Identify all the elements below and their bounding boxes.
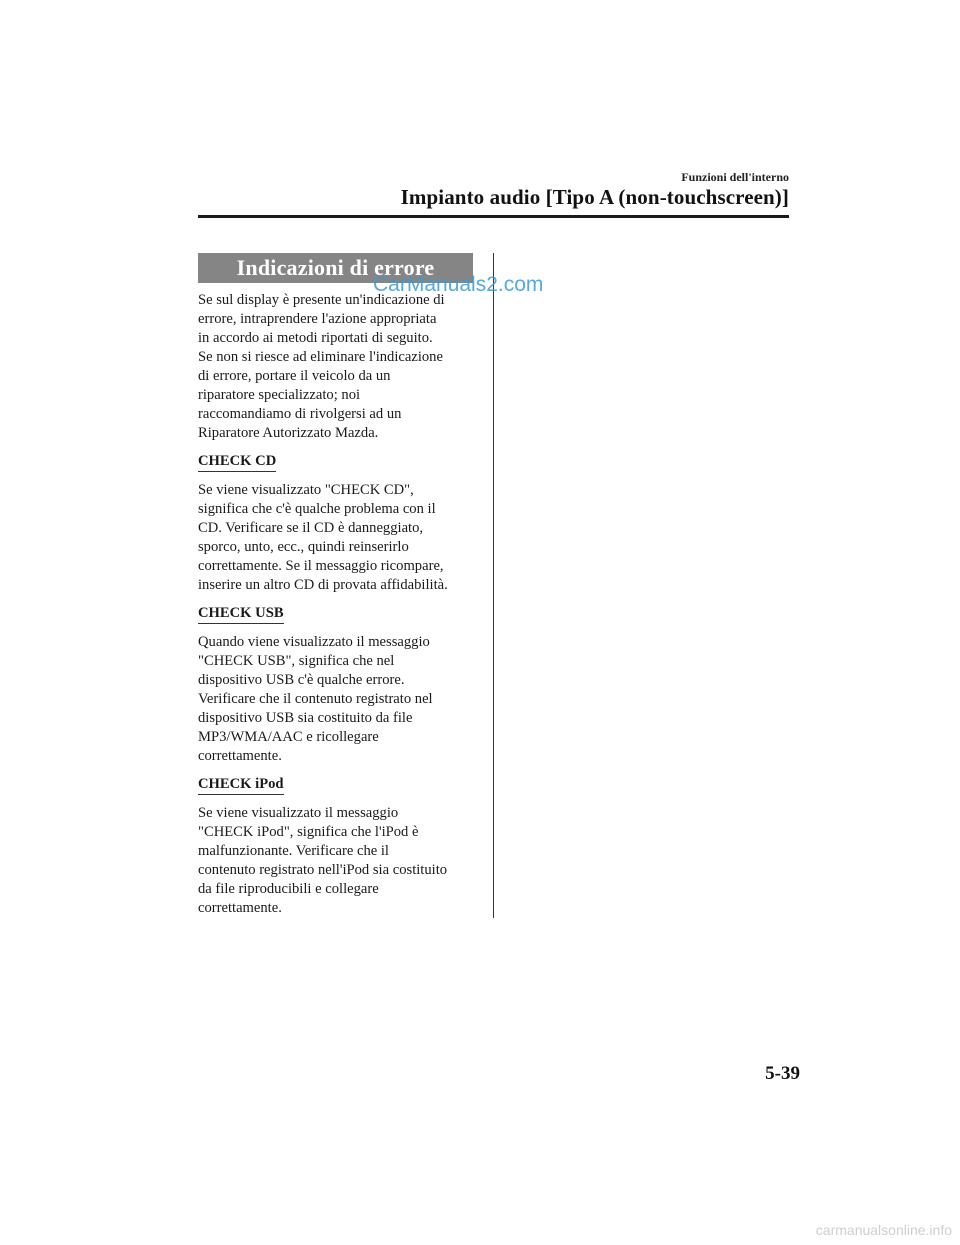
footer-watermark: carmanualsonline.info: [815, 1222, 952, 1238]
error-heading: CHECK iPod: [198, 776, 284, 795]
error-item-check-usb: [198, 604, 478, 624]
column-divider: [493, 253, 494, 918]
error-description: Se viene visualizzato "CHECK CD", significa che c'è qualche problema con il CD. Verificare se il CD è danneggiato, sporco, unto, ecc., quindi reinserirlo correttamente. Se il messaggio ricompare, inserire un altro CD di provata affidabilità.: [198, 482, 448, 593]
section-banner: Indicazioni di errore: [198, 253, 473, 283]
main-column: [198, 253, 478, 927]
error-description: Se viene visualizzato il messaggio "CHECK iPod", significa che l'iPod è malfunzionante. Verificare che il contenuto registrato nell'iPod sia costituito da file riproducibili e collegare correttamente.: [198, 805, 448, 916]
page-number: 5-39: [765, 1063, 800, 1084]
header-rule: [198, 215, 789, 218]
error-description: Quando viene visualizzato il messaggio "CHECK USB", significa che nel dispositivo USB c'è qualche errore. Verificare che il contenuto registrato nel dispositivo USB sia costituito da file MP3/WMA/AAC e ricollegare correttamente.: [198, 634, 433, 764]
error-item-check-ipod: [198, 775, 478, 795]
error-heading: CHECK CD: [198, 453, 276, 472]
intro-paragraph: Se sul display è presente un'indicazione di errore, intraprendere l'azione appropriata in accordo ai metodi riportati di seguito. Se non si riesce ad eliminare l'indicazione di errore, portare il veicolo da un riparatore specializzato; noi raccomandiamo di rivolgersi ad un Riparatore Autorizzato Mazda.: [198, 292, 445, 441]
chapter-title: Impianto audio [Tipo A (non-touchscreen)]: [400, 185, 789, 209]
watermark: CarManuals2.com: [373, 273, 544, 296]
section-label: Funzioni dell'interno: [681, 170, 789, 184]
error-item-check-cd: [198, 452, 478, 472]
error-heading: CHECK USB: [198, 605, 284, 624]
